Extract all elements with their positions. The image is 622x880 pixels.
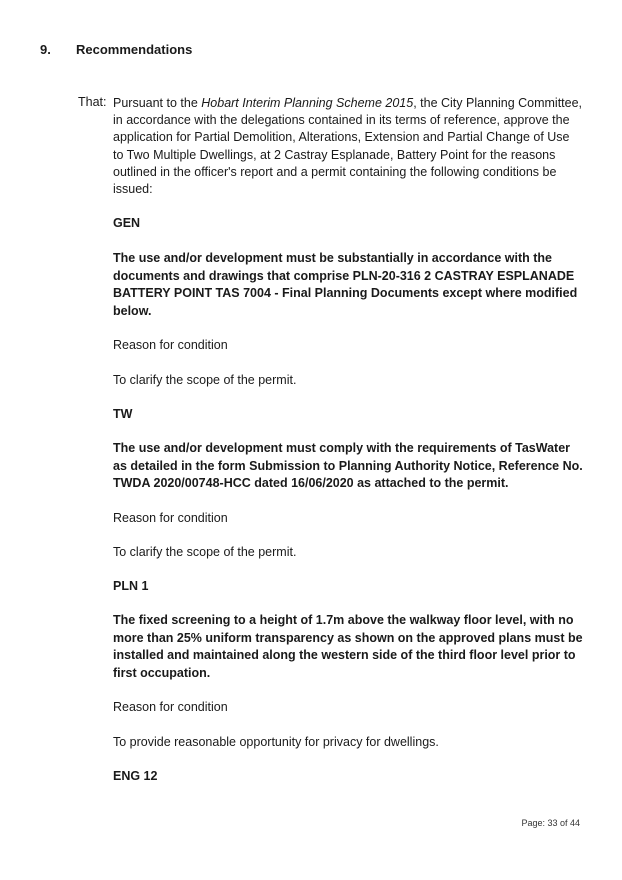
condition-code-tw: TW: [113, 407, 133, 421]
reason-label-gen: Reason for condition: [113, 338, 228, 352]
reason-text-gen: To clarify the scope of the permit.: [113, 373, 297, 387]
section-number: 9.: [40, 42, 51, 57]
reason-label-pln1: Reason for condition: [113, 700, 228, 714]
condition-code-eng12: ENG 12: [113, 769, 158, 783]
planning-scheme-name: Hobart Interim Planning Scheme 2015: [201, 96, 414, 110]
condition-code-gen: GEN: [113, 216, 141, 230]
intro-text-start: Pursuant to the: [113, 96, 202, 110]
condition-text-gen: The use and/or development must be substantially in accordance with the documents and drawings that comprise PLN-20-316 2 CASTRAY ESPLANADE BATTERY POINT TAS 7004 - Final Planning Documents except where modified below.: [113, 251, 578, 318]
reason-text-tw: To clarify the scope of the permit.: [113, 545, 297, 559]
section-title: Recommendations: [76, 42, 193, 57]
condition-text-pln1: The fixed screening to a height of 1.7m above the walkway floor level, with no more than 25% uniform transparency as shown on the approved plans must be installed and maintained along the western side of the third floor level prior to first occupation.: [113, 613, 583, 680]
page-number: Page: 33 of 44: [521, 818, 580, 828]
condition-code-pln1: PLN 1: [113, 579, 149, 593]
intro-text-end: , the City Planning Committee, in accordance with the delegations contained in its terms of reference, approve the application for Partial Demolition, Alterations, Extension and Partial Change of Use to Two Multiple Dwellings, at 2 Castray Esplanade, Battery Point for the reasons outlined in the officer's report and a permit containing the following conditions be issued:: [113, 96, 583, 197]
that-label: That:: [78, 95, 107, 109]
condition-text-tw: The use and/or development must comply with the requirements of TasWater as detailed in the form Submission to Planning Authority Notice, Reference No. TWDA 2020/00748-HCC dated 16/06/2020 as attached to the permit.: [113, 441, 583, 491]
reason-text-pln1: To provide reasonable opportunity for privacy for dwellings.: [113, 735, 439, 749]
reason-label-tw: Reason for condition: [113, 511, 228, 525]
section-heading: [40, 42, 192, 57]
intro-paragraph: [113, 95, 583, 198]
